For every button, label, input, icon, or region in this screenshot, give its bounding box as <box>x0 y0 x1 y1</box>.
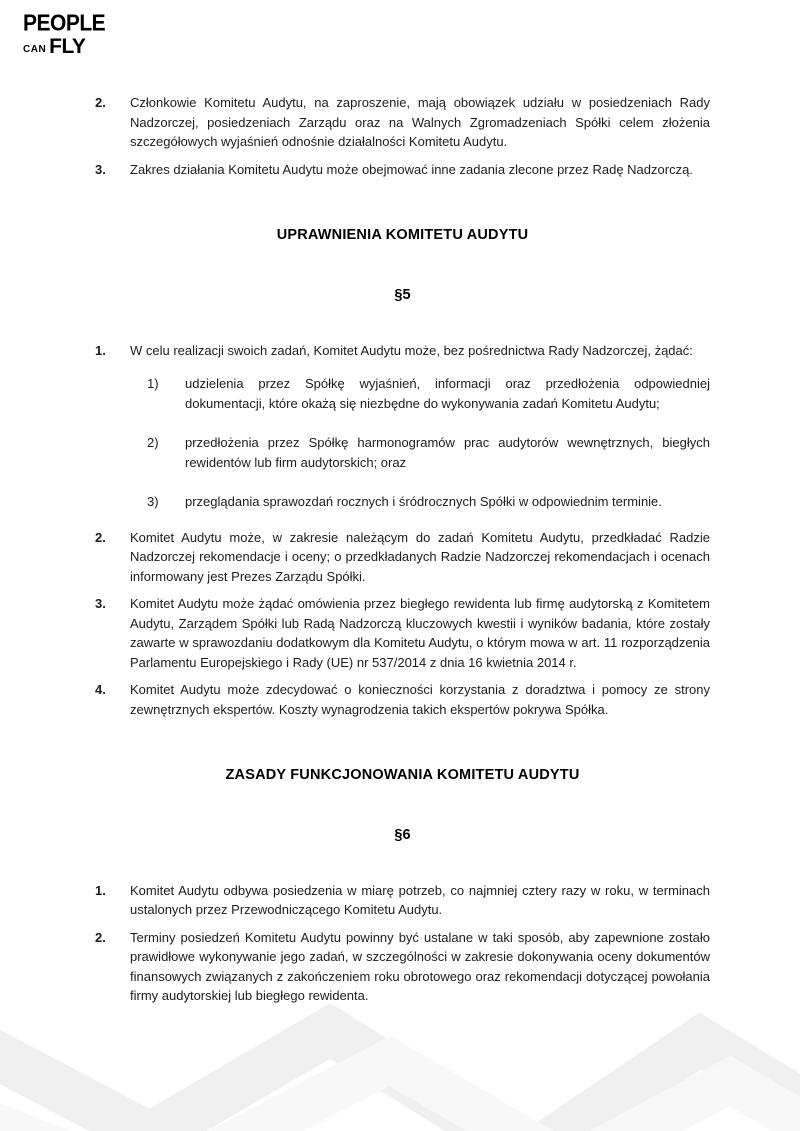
item-number: 1. <box>95 342 106 358</box>
list-item <box>95 881 710 920</box>
item-text: Komitet Audytu odbywa posiedzenia w miarę potrzeb, co najmniej cztery razy w roku, w terminach ustalonych przez Przewodniczącego Komitetu Audytu. <box>130 882 710 917</box>
people-can-fly-logo <box>23 12 105 57</box>
subitem-number: 1) <box>147 376 159 391</box>
item-number: 2. <box>95 529 106 545</box>
subitem-number: 2) <box>147 435 159 450</box>
item-number: 2. <box>95 929 106 945</box>
item-text: W celu realizacji swoich zadań, Komitet Audytu może, bez pośrednictwa Rady Nadzorczej, żądać: <box>130 342 693 358</box>
logo-line-2 <box>23 36 105 57</box>
item-text: Komitet Audytu może żądać omówienia przez biegłego rewidenta lub firmę audytorską z Komitetem Audytu, Zarządem Spółki lub Radą Nadzorczą kluczowych kwestii i wyników badania, które zostały zawarte w sprawozdaniu dodatkowym dla Komitetu Audytu, o którym mowa w art. 11 rozporządzenia Parlamentu Europejskiego i Rady (UE) nr 537/2014 z dnia 16 kwietnia 2014 r. <box>130 596 710 670</box>
list-item <box>95 341 710 520</box>
subitem-number: 3) <box>147 494 159 509</box>
sub-list-item <box>130 374 710 413</box>
sub-list <box>130 374 710 512</box>
item-number: 1. <box>95 882 106 898</box>
sub-list-item <box>130 433 710 472</box>
document-content <box>95 93 710 1014</box>
list-item <box>95 93 710 152</box>
item-text: Zakres działania Komitetu Audytu może obejmować inne zadania zlecone przez Radę Nadzorczą. <box>130 161 693 177</box>
item-text: Terminy posiedzeń Komitetu Audytu powinny być ustalane w taki sposób, aby zapewnione zostało prawidłowe wykonywanie jego zadań, w szczególności w zakresie dokonywania oceny dokumentów finansowych związanych z zakończeniem roku obrotowego oraz rekomendacji dotyczącej powołania firmy audytorskiej lub biegłego rewidenta. <box>130 929 710 1003</box>
list-item <box>95 594 710 672</box>
section-heading: UPRAWNIENIA KOMITETU AUDYTU <box>276 227 529 243</box>
footer-zigzag-decoration <box>0 991 800 1131</box>
item-number: 3. <box>95 596 106 611</box>
item-text: Komitet Audytu może zdecydować o konieczności korzystania z doradztwa i pomocy ze strony zewnętrznych ekspertów. Koszty wynagrodzenia takich ekspertów pokrywa Spółka. <box>130 682 710 717</box>
sub-list-item <box>130 492 710 512</box>
list-item <box>95 160 710 180</box>
subitem-text: przedłożenia przez Spółkę harmonogramów prac audytorów wewnętrznych, biegłych rewidentów lub firm audytorskich; oraz <box>185 435 710 470</box>
item-number: 2. <box>95 95 106 110</box>
item-number: 4. <box>95 682 106 697</box>
logo-word-can: CAN <box>23 44 47 55</box>
item-body <box>130 341 710 520</box>
section-paragraph-symbol: §5 <box>394 286 411 303</box>
subitem-text: przeglądania sprawozdań rocznych i śródrocznych Spółki w odpowiednim terminie. <box>185 494 662 509</box>
list-item <box>95 680 710 719</box>
section-paragraph-symbol: §6 <box>394 826 411 843</box>
list-item <box>95 528 710 587</box>
item-number: 3. <box>95 161 106 177</box>
logo-word-fly: FLY <box>49 35 86 58</box>
section-heading: ZASADY FUNKCJONOWANIA KOMITETU AUDYTU <box>225 767 580 783</box>
subitem-text: udzielenia przez Spółkę wyjaśnień, informacji oraz przedłożenia odpowiedniej dokumentacji, które okażą się niezbędne do wykonywania zadań Komitetu Audytu; <box>185 376 710 411</box>
item-text: Komitet Audytu może, w zakresie należącym do zadań Komitetu Audytu, przedkładać Radzie Nadzorczej rekomendacje i oceny; o przedkładanych Radzie Nadzorczej rekomendacjach i ocenach informowany jest Prezes Zarządu Spółki. <box>130 529 710 584</box>
item-text: Członkowie Komitetu Audytu, na zaproszenie, mają obowiązek udziału w posiedzeniach Rady Nadzorczej, posiedzeniach Zarządu oraz na Walnych Zgromadzeniach Spółki celem złożenia szczegółowych wyjaśnień odnośnie działalności Komitetu Audytu. <box>130 95 710 149</box>
logo-word-people: PEOPLE <box>23 10 106 36</box>
